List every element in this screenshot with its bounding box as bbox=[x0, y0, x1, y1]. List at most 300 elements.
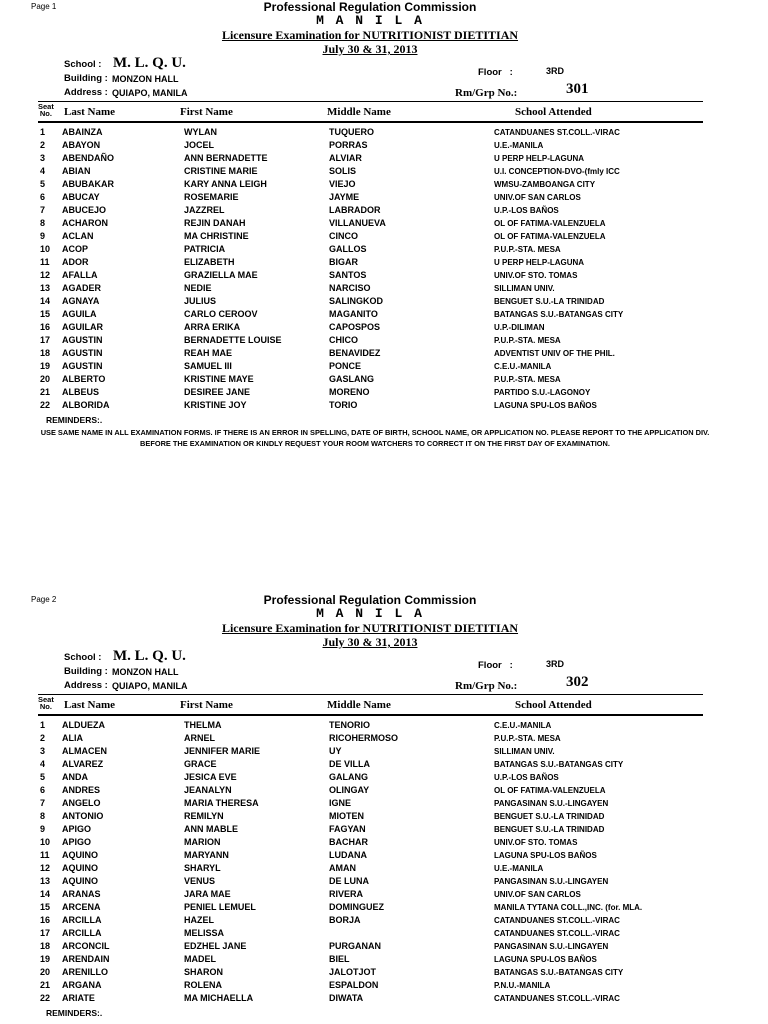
first-name: MA CHRISTINE bbox=[184, 231, 249, 241]
middle-name: CAPOSPOS bbox=[329, 322, 381, 332]
last-name-header: Last Name bbox=[64, 699, 116, 711]
middle-name: ALVIAR bbox=[329, 153, 362, 163]
header-rule-top bbox=[38, 694, 703, 695]
last-name: ALIA bbox=[62, 733, 83, 743]
first-name: PATRICIA bbox=[184, 244, 226, 254]
first-name: ELIZABETH bbox=[184, 257, 235, 267]
middle-name: DIWATA bbox=[329, 993, 364, 1003]
floor-value: 3RD bbox=[546, 659, 565, 669]
seat-header-line2: No. bbox=[39, 702, 52, 711]
table-row bbox=[0, 166, 768, 179]
school-attended: BENGUET S.U.-LA TRINIDAD bbox=[494, 812, 605, 821]
first-name: SHARYL bbox=[184, 863, 221, 873]
reminders-title: REMINDERS:. bbox=[46, 1008, 103, 1018]
middle-name: SOLIS bbox=[329, 166, 357, 176]
school-value: M. L. Q. U. bbox=[113, 648, 186, 664]
examinee-list bbox=[0, 720, 768, 1006]
seat-no: 2 bbox=[40, 140, 46, 150]
last-name: APIGO bbox=[62, 837, 92, 847]
table-row bbox=[0, 720, 768, 733]
first-name: JARA MAE bbox=[184, 889, 231, 899]
first-name: JULIUS bbox=[184, 296, 217, 306]
page-number: Page 2 bbox=[31, 595, 57, 604]
first-name: ROSEMARIE bbox=[184, 192, 239, 202]
middle-name: BENAVIDEZ bbox=[329, 348, 381, 358]
seat-no: 11 bbox=[40, 850, 50, 860]
school-attended: C.E.U.-MANILA bbox=[494, 721, 552, 730]
middle-name: BIGAR bbox=[329, 257, 358, 267]
last-name: ABENDAÑO bbox=[62, 153, 115, 163]
seat-no: 13 bbox=[40, 283, 51, 293]
school-attended: P.U.P.-STA. MESA bbox=[494, 336, 561, 345]
first-name: KARY ANNA LEIGH bbox=[184, 179, 267, 189]
last-name: AQUINO bbox=[62, 863, 98, 873]
first-name: JESICA EVE bbox=[184, 772, 237, 782]
school-attended: PANGASINAN S.U.-LINGAYEN bbox=[494, 799, 609, 808]
school-attended: UNIV.OF SAN CARLOS bbox=[494, 890, 581, 899]
school-attended: U PERP HELP-LAGUNA bbox=[494, 154, 585, 163]
middle-name: FAGYAN bbox=[329, 824, 366, 834]
school-attended: U.P.-DILIMAN bbox=[494, 323, 545, 332]
seat-no: 15 bbox=[40, 309, 51, 319]
school-attended: BATANGAS S.U.-BATANGAS CITY bbox=[494, 310, 624, 319]
last-name: ABAYON bbox=[62, 140, 101, 150]
last-name: ANDRES bbox=[62, 785, 101, 795]
seat-no: 14 bbox=[40, 296, 51, 306]
first-name-header: First Name bbox=[180, 106, 233, 118]
table-row bbox=[0, 244, 768, 257]
first-name: SAMUEL III bbox=[184, 361, 232, 371]
school-attended: SILLIMAN UNIV. bbox=[494, 284, 555, 293]
table-row bbox=[0, 772, 768, 785]
building-label: Building : bbox=[64, 666, 108, 677]
seat-no: 10 bbox=[40, 244, 51, 254]
middle-name: ESPALDON bbox=[329, 980, 379, 990]
exam-title: Licensure Examination for NUTRITIONIST DIETITIAN bbox=[221, 621, 519, 635]
first-name: REMILYN bbox=[184, 811, 224, 821]
building-label: Building : bbox=[64, 73, 108, 84]
seat-no: 11 bbox=[40, 257, 50, 267]
table-row bbox=[0, 889, 768, 902]
middle-name: SANTOS bbox=[329, 270, 367, 280]
city-name: M A N I L A bbox=[316, 606, 424, 621]
first-name: ANN MABLE bbox=[184, 824, 238, 834]
middle-name: GASLANG bbox=[329, 374, 374, 384]
seat-no: 8 bbox=[40, 218, 46, 228]
school-attended: U.I. CONCEPTION-DVO-(fmly ICC bbox=[494, 167, 620, 176]
middle-name-header: Middle Name bbox=[327, 106, 391, 118]
table-row bbox=[0, 915, 768, 928]
room-value: 302 bbox=[566, 674, 589, 690]
seat-no: 19 bbox=[40, 954, 51, 964]
last-name: ACLAN bbox=[62, 231, 94, 241]
first-name: ROLENA bbox=[184, 980, 222, 990]
school-attended: P.U.P.-STA. MESA bbox=[494, 734, 561, 743]
exam-title: Licensure Examination for NUTRITIONIST DIETITIAN bbox=[221, 28, 519, 42]
seat-header bbox=[38, 103, 54, 117]
middle-name: GALLOS bbox=[329, 244, 367, 254]
school-attended: UNIV.OF STO. TOMAS bbox=[494, 271, 578, 280]
building-value: MONZON HALL bbox=[112, 74, 179, 84]
first-name: ARRA ERIKA bbox=[184, 322, 241, 332]
school-attended: P.U.P.-STA. MESA bbox=[494, 245, 561, 254]
first-name: DESIREE JANE bbox=[184, 387, 251, 397]
seat-no: 18 bbox=[40, 941, 51, 951]
first-name: CARLO CEROOV bbox=[184, 309, 258, 319]
first-name: ARNEL bbox=[184, 733, 215, 743]
table-row bbox=[0, 205, 768, 218]
table-row bbox=[0, 257, 768, 270]
seat-no: 4 bbox=[40, 759, 46, 769]
middle-name: SALINGKOD bbox=[329, 296, 383, 306]
org-name: Professional Regulation Commission bbox=[263, 593, 477, 607]
table-row bbox=[0, 335, 768, 348]
first-name: MADEL bbox=[184, 954, 216, 964]
last-name: AQUINO bbox=[62, 876, 98, 886]
middle-name: JAYME bbox=[329, 192, 360, 202]
floor-value: 3RD bbox=[546, 66, 565, 76]
seat-no: 9 bbox=[40, 824, 46, 834]
last-name: ABUCAY bbox=[62, 192, 100, 202]
table-row bbox=[0, 283, 768, 296]
last-name: ALVAREZ bbox=[62, 759, 104, 769]
last-name: ARCILLA bbox=[62, 915, 102, 925]
first-name: REAH MAE bbox=[184, 348, 233, 358]
last-name: ACHARON bbox=[62, 218, 108, 228]
last-name: AGUSTIN bbox=[62, 361, 103, 371]
school-label: School : bbox=[64, 59, 102, 70]
seat-no: 22 bbox=[40, 993, 51, 1003]
school-attended: MANILA TYTANA COLL.,INC. (for. MLA. bbox=[494, 903, 643, 912]
header-rule-bottom bbox=[38, 714, 703, 716]
school-attended: PANGASINAN S.U.-LINGAYEN bbox=[494, 942, 609, 951]
first-name: KRISTINE JOY bbox=[184, 400, 247, 410]
school-attended: OL OF FATIMA-VALENZUELA bbox=[494, 786, 606, 795]
seat-no: 5 bbox=[40, 179, 46, 189]
table-row bbox=[0, 902, 768, 915]
table-row bbox=[0, 759, 768, 772]
school-attended: WMSU-ZAMBOANGA CITY bbox=[494, 180, 596, 189]
table-row bbox=[0, 140, 768, 153]
table-row bbox=[0, 798, 768, 811]
last-name: AGUILAR bbox=[62, 322, 103, 332]
last-name: AGNAYA bbox=[62, 296, 100, 306]
seat-no: 14 bbox=[40, 889, 51, 899]
seat-no: 6 bbox=[40, 192, 46, 202]
seat-no: 4 bbox=[40, 166, 46, 176]
first-name: PENIEL LEMUEL bbox=[184, 902, 256, 912]
middle-name: MORENO bbox=[329, 387, 370, 397]
table-row bbox=[0, 387, 768, 400]
school-attended-header: School Attended bbox=[515, 699, 592, 711]
table-row bbox=[0, 270, 768, 283]
table-row bbox=[0, 733, 768, 746]
first-name: CRISTINE MARIE bbox=[184, 166, 258, 176]
middle-name: MAGANITO bbox=[329, 309, 378, 319]
school-attended: BATANGAS S.U.-BATANGAS CITY bbox=[494, 968, 624, 977]
middle-name: BACHAR bbox=[329, 837, 368, 847]
seat-no: 15 bbox=[40, 902, 51, 912]
table-row bbox=[0, 941, 768, 954]
last-name: ACOP bbox=[62, 244, 89, 254]
table-row bbox=[0, 928, 768, 941]
last-name: ALBORIDA bbox=[62, 400, 110, 410]
table-row bbox=[0, 850, 768, 863]
seat-no: 20 bbox=[40, 374, 51, 384]
seat-no: 20 bbox=[40, 967, 51, 977]
school-attended: CATANDUANES ST.COLL.-VIRAC bbox=[494, 916, 620, 925]
middle-name: LABRADOR bbox=[329, 205, 381, 215]
first-name: GRAZIELLA MAE bbox=[184, 270, 258, 280]
middle-name: PONCE bbox=[329, 361, 362, 371]
seat-no: 17 bbox=[40, 928, 51, 938]
address-value: QUIAPO, MANILA bbox=[112, 88, 188, 98]
seat-header-line1: Seat bbox=[38, 695, 54, 704]
org-name: Professional Regulation Commission bbox=[263, 0, 477, 14]
first-name: SHARON bbox=[184, 967, 224, 977]
last-name: ARCONCIL bbox=[62, 941, 110, 951]
first-name: VENUS bbox=[184, 876, 216, 886]
middle-name: CHICO bbox=[329, 335, 358, 345]
table-row bbox=[0, 374, 768, 387]
first-name: KRISTINE MAYE bbox=[184, 374, 254, 384]
last-name: ALMACEN bbox=[62, 746, 107, 756]
address-label: Address : bbox=[64, 680, 108, 691]
first-name: MELISSA bbox=[184, 928, 225, 938]
seat-no: 1 bbox=[40, 720, 46, 730]
last-name: AGUSTIN bbox=[62, 335, 103, 345]
first-name: JAZZREL bbox=[184, 205, 225, 215]
first-name: MARIA THERESA bbox=[184, 798, 259, 808]
examinee-list bbox=[0, 127, 768, 413]
last-name: ARCENA bbox=[62, 902, 101, 912]
seat-header bbox=[38, 696, 54, 710]
school-attended: LAGUNA SPU-LOS BAÑOS bbox=[494, 955, 597, 964]
school-attended: LAGUNA SPU-LOS BAÑOS bbox=[494, 401, 597, 410]
school-value: M. L. Q. U. bbox=[113, 55, 186, 71]
first-name: MARION bbox=[184, 837, 221, 847]
table-row bbox=[0, 967, 768, 980]
table-row bbox=[0, 954, 768, 967]
middle-name: VIEJO bbox=[329, 179, 356, 189]
school-attended: BATANGAS S.U.-BATANGAS CITY bbox=[494, 760, 624, 769]
middle-name: CINCO bbox=[329, 231, 358, 241]
first-name: NEDIE bbox=[184, 283, 212, 293]
seat-no: 19 bbox=[40, 361, 51, 371]
first-name: WYLAN bbox=[184, 127, 217, 137]
seat-no: 16 bbox=[40, 322, 51, 332]
table-row bbox=[0, 231, 768, 244]
school-attended: BENGUET S.U.-LA TRINIDAD bbox=[494, 825, 605, 834]
table-row bbox=[0, 400, 768, 413]
room-label: Rm/Grp No.: bbox=[455, 87, 518, 99]
last-name: ARANAS bbox=[62, 889, 101, 899]
last-name: ARENDAIN bbox=[62, 954, 110, 964]
first-name: GRACE bbox=[184, 759, 217, 769]
table-row bbox=[0, 322, 768, 335]
school-attended: U.P.-LOS BAÑOS bbox=[494, 206, 559, 215]
seat-no: 3 bbox=[40, 153, 46, 163]
last-name: ANGELO bbox=[62, 798, 101, 808]
seat-header-line2: No. bbox=[39, 109, 52, 118]
last-name: AGADER bbox=[62, 283, 102, 293]
school-attended: U.E.-MANILA bbox=[494, 864, 544, 873]
last-name: AGUILA bbox=[62, 309, 97, 319]
school-attended: U.E.-MANILA bbox=[494, 141, 544, 150]
middle-name: NARCISO bbox=[329, 283, 371, 293]
building-value: MONZON HALL bbox=[112, 667, 179, 677]
header-rule-top bbox=[38, 101, 703, 102]
middle-name: VILLANUEVA bbox=[329, 218, 386, 228]
page-header bbox=[0, 0, 740, 57]
last-name: ARIATE bbox=[62, 993, 95, 1003]
first-name: EDZHEL JANE bbox=[184, 941, 247, 951]
first-name-header: First Name bbox=[180, 699, 233, 711]
middle-name: PURGANAN bbox=[329, 941, 382, 951]
table-row bbox=[0, 127, 768, 140]
middle-name: OLINGAY bbox=[329, 785, 370, 795]
last-name: ABUBAKAR bbox=[62, 179, 114, 189]
seat-no: 13 bbox=[40, 876, 51, 886]
last-name: AGUSTIN bbox=[62, 348, 103, 358]
first-name: MA MICHAELLA bbox=[184, 993, 254, 1003]
school-attended: CATANDUANES ST.COLL.-VIRAC bbox=[494, 994, 620, 1003]
first-name: THELMA bbox=[184, 720, 222, 730]
exam-date: July 30 & 31, 2013 bbox=[322, 635, 418, 649]
school-attended: LAGUNA SPU-LOS BAÑOS bbox=[494, 851, 597, 860]
seat-no: 12 bbox=[40, 863, 51, 873]
table-row bbox=[0, 153, 768, 166]
school-attended: CATANDUANES ST.COLL.-VIRAC bbox=[494, 128, 620, 137]
table-row bbox=[0, 876, 768, 889]
seat-no: 7 bbox=[40, 798, 46, 808]
last-name: ARENILLO bbox=[62, 967, 108, 977]
seat-no: 5 bbox=[40, 772, 46, 782]
school-attended: U PERP HELP-LAGUNA bbox=[494, 258, 585, 267]
middle-name: RICOHERMOSO bbox=[329, 733, 399, 743]
page-header bbox=[0, 593, 740, 650]
first-name: JEANALYN bbox=[184, 785, 232, 795]
city-name: M A N I L A bbox=[316, 13, 424, 28]
table-row bbox=[0, 218, 768, 231]
last-name: ARGANA bbox=[62, 980, 102, 990]
room-label: Rm/Grp No.: bbox=[455, 680, 518, 692]
middle-name: DOMINGUEZ bbox=[329, 902, 384, 912]
exam-date: July 30 & 31, 2013 bbox=[322, 42, 418, 56]
first-name: JOCEL bbox=[184, 140, 215, 150]
last-name: ABIAN bbox=[62, 166, 91, 176]
table-row bbox=[0, 993, 768, 1006]
school-attended: PANGASINAN S.U.-LINGAYEN bbox=[494, 877, 609, 886]
seat-no: 17 bbox=[40, 335, 51, 345]
school-attended: ADVENTIST UNIV OF THE PHIL. bbox=[494, 349, 615, 358]
school-attended: P.N.U.-MANILA bbox=[494, 981, 551, 990]
page-number: Page 1 bbox=[31, 2, 57, 11]
school-attended: OL OF FATIMA-VALENZUELA bbox=[494, 219, 606, 228]
last-name: AQUINO bbox=[62, 850, 98, 860]
address-label: Address : bbox=[64, 87, 108, 98]
middle-name: BIEL bbox=[329, 954, 350, 964]
middle-name: MIOTEN bbox=[329, 811, 364, 821]
last-name: ALBEUS bbox=[62, 387, 100, 397]
first-name: ANN BERNADETTE bbox=[184, 153, 268, 163]
seat-no: 22 bbox=[40, 400, 51, 410]
middle-name: RIVERA bbox=[329, 889, 364, 899]
table-row bbox=[0, 824, 768, 837]
school-attended: BENGUET S.U.-LA TRINIDAD bbox=[494, 297, 605, 306]
school-attended: CATANDUANES ST.COLL.-VIRAC bbox=[494, 929, 620, 938]
floor-label: Floor : bbox=[478, 660, 513, 671]
last-name: ABUCEJO bbox=[62, 205, 107, 215]
room-value: 301 bbox=[566, 81, 589, 97]
floor-label: Floor : bbox=[478, 67, 513, 78]
middle-name-header: Middle Name bbox=[327, 699, 391, 711]
seat-no: 21 bbox=[40, 980, 51, 990]
table-row bbox=[0, 192, 768, 205]
seat-no: 16 bbox=[40, 915, 51, 925]
table-row bbox=[0, 837, 768, 850]
seat-no: 1 bbox=[40, 127, 46, 137]
last-name: ANTONIO bbox=[62, 811, 104, 821]
last-name-header: Last Name bbox=[64, 106, 116, 118]
last-name: ABAINZA bbox=[62, 127, 103, 137]
school-attended: P.U.P.-STA. MESA bbox=[494, 375, 561, 384]
school-attended: PARTIDO S.U.-LAGONOY bbox=[494, 388, 591, 397]
reminders-text: USE SAME NAME IN ALL EXAMINATION FORMS. IF THERE IS AN ERROR IN SPELLING, DATE OF BIRTH, SCHOOL NAME, OR APPLICATION NO. PLEASE REPORT TO THE APPLICATION DIV. BEFORE THE EXAMINATION OR KINDLY REQUEST YOUR ROOM WATCHERS TO CORRECT IT ON THE FIRST DAY OF EXAMINATION. bbox=[40, 428, 710, 448]
middle-name: UY bbox=[329, 746, 342, 756]
table-row bbox=[0, 980, 768, 993]
table-row bbox=[0, 863, 768, 876]
seat-no: 2 bbox=[40, 733, 46, 743]
middle-name: LUDANA bbox=[329, 850, 367, 860]
table-row bbox=[0, 296, 768, 309]
seat-no: 21 bbox=[40, 387, 51, 397]
seat-no: 12 bbox=[40, 270, 51, 280]
middle-name: GALANG bbox=[329, 772, 368, 782]
reminders-title: REMINDERS:. bbox=[46, 415, 103, 425]
address-value: QUIAPO, MANILA bbox=[112, 681, 188, 691]
first-name: HAZEL bbox=[184, 915, 214, 925]
school-attended: SILLIMAN UNIV. bbox=[494, 747, 555, 756]
school-attended: OL OF FATIMA-VALENZUELA bbox=[494, 232, 606, 241]
middle-name: DE LUNA bbox=[329, 876, 369, 886]
table-row bbox=[0, 746, 768, 759]
school-attended: C.E.U.-MANILA bbox=[494, 362, 552, 371]
last-name: ALBERTO bbox=[62, 374, 106, 384]
seat-no: 8 bbox=[40, 811, 46, 821]
table-row bbox=[0, 348, 768, 361]
school-attended: U.P.-LOS BAÑOS bbox=[494, 773, 559, 782]
middle-name: TENORIO bbox=[329, 720, 371, 730]
middle-name: DE VILLA bbox=[329, 759, 371, 769]
school-attended-header: School Attended bbox=[515, 106, 592, 118]
first-name: JENNIFER MARIE bbox=[184, 746, 261, 756]
first-name: REJIN DANAH bbox=[184, 218, 246, 228]
middle-name: JALOTJOT bbox=[329, 967, 377, 977]
last-name: ARCILLA bbox=[62, 928, 102, 938]
last-name: AFALLA bbox=[62, 270, 98, 280]
school-attended: UNIV.OF STO. TOMAS bbox=[494, 838, 578, 847]
middle-name: TUQUERO bbox=[329, 127, 374, 137]
school-attended: UNIV.OF SAN CARLOS bbox=[494, 193, 581, 202]
header-rule-bottom bbox=[38, 121, 703, 123]
seat-no: 9 bbox=[40, 231, 46, 241]
seat-no: 10 bbox=[40, 837, 51, 847]
first-name: MARYANN bbox=[184, 850, 229, 860]
last-name: ALDUEZA bbox=[62, 720, 105, 730]
last-name: APIGO bbox=[62, 824, 92, 834]
table-row bbox=[0, 785, 768, 798]
